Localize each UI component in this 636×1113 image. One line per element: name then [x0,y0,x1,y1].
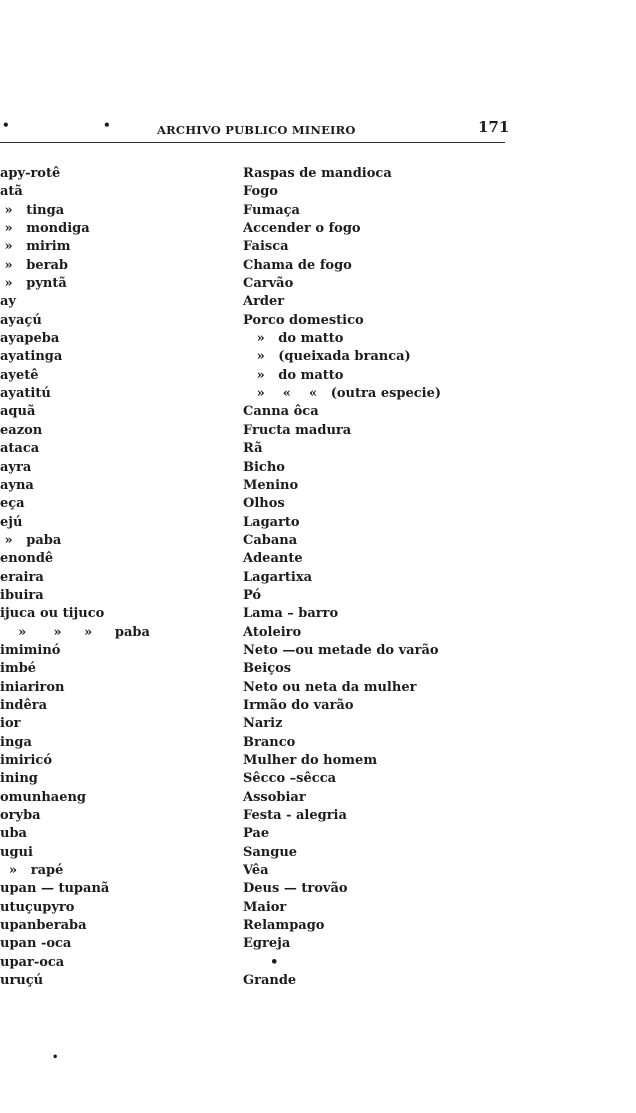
tupi-term: eazon [0,422,43,438]
portuguese-meaning: Assobiar [243,789,306,805]
tupi-term: aquã [0,404,36,420]
portuguese-meaning: Vêa [243,863,269,879]
tupi-term: imiricó [0,753,53,768]
tupi-term: » pyntã [0,276,67,292]
footer-mark: • [52,1052,59,1063]
tupi-term: ior [0,716,21,732]
portuguese-meaning: Nariz [243,716,283,732]
portuguese-meaning: Lama – barro [243,606,339,622]
portuguese-meaning: Lagarto [243,514,300,530]
portuguese-meaning: Chama de fogo [243,257,352,273]
header-left-mark: • [2,118,10,132]
tupi-term: » mirim [0,239,71,255]
tupi-term: » berab [0,257,68,273]
tupi-term: » rapé [0,863,64,879]
portuguese-meaning: Fogo [243,184,278,200]
tupi-term: oryba [0,808,41,824]
tupi-term: eraira [0,569,44,585]
portuguese-meaning: Mulher do homem [243,753,378,768]
portuguese-meaning: Porco domestico [243,312,364,328]
running-title: ARCHIVO PUBLICO MINEIRO [157,123,356,137]
tupi-term: imbé [0,661,37,677]
portuguese-meaning: Egreja [243,936,291,952]
tupi-term: ayaçú [0,312,42,328]
tupi-term: imiminó [0,642,61,658]
tupi-term: » » » paba [0,624,150,640]
tupi-term: ay [0,294,16,310]
tupi-term: » mondiga [0,221,90,237]
portuguese-meaning: » (queixada branca) [243,349,411,365]
portuguese-meaning: Pó [243,587,262,603]
portuguese-meaning: Fructa madura [243,422,352,438]
tupi-term: ining [0,771,38,787]
portuguese-meaning: » do matto [243,331,344,347]
portuguese-meaning: Neto —ou metade do varão [243,642,439,658]
portuguese-meaning: Atoleiro [243,624,302,640]
tupi-term: ayetê [0,367,39,383]
tupi-term: upan -oca [0,936,72,952]
portuguese-meaning: Beiços [243,661,292,677]
tupi-term: atã [0,184,23,200]
tupi-term: ayatitú [0,386,51,402]
portuguese-meaning: Neto ou neta da mulher [243,679,417,695]
tupi-term: ibuira [0,587,44,603]
portuguese-meaning: Accender o fogo [243,221,361,237]
tupi-term: ejú [0,514,23,530]
tupi-term: uruçú [0,973,44,989]
portuguese-meaning: Carvão [243,276,294,292]
portuguese-meaning: » « « (outra especie) [243,386,442,402]
portuguese-meaning: Grande [243,973,297,989]
portuguese-meaning: Adeante [243,551,303,567]
tupi-term: upan — tupanã [0,881,110,897]
tupi-term: upar-oca [0,954,65,970]
tupi-term: utuçupyro [0,899,75,915]
portuguese-meaning: • [243,954,279,970]
tupi-term: apy-rotê [0,166,61,181]
tupi-term: upanberaba [0,918,87,934]
portuguese-meaning: Olhos [243,496,285,512]
portuguese-meaning: » do matto [243,367,344,383]
portuguese-meaning: Branco [243,734,296,750]
tupi-term: ayra [0,459,32,475]
tupi-term: enondê [0,551,54,567]
portuguese-meaning: Canna ôca [243,404,319,420]
portuguese-meaning: Lagartixa [243,569,313,585]
tupi-term: uba [0,826,27,842]
portuguese-meaning: Festa - alegria [243,808,347,824]
tupi-term: ijuca ou tijuco [0,606,105,622]
tupi-term: eça [0,496,25,512]
portuguese-meaning: Menino [243,477,299,493]
tupi-terms-column [0,165,230,990]
tupi-term: inga [0,734,32,750]
tupi-term: ataca [0,441,40,457]
tupi-term: ugui [0,844,33,860]
portuguese-meaning: Sêcco –sêcca [243,771,337,787]
portuguese-meaning: Raspas de mandioca [243,166,392,181]
portuguese-meaning: Pae [243,826,270,842]
header-mid-mark: • [103,118,111,132]
portuguese-meaning: Fumaça [243,202,300,218]
portuguese-meaning: Cabana [243,532,298,548]
portuguese-meaning: Bicho [243,459,285,475]
portuguese-meaning: Relampago [243,918,325,934]
tupi-term: omunhaeng [0,789,87,805]
portuguese-meaning: Rã [243,441,263,457]
portuguese-meaning: Sangue [243,844,298,860]
page-header [0,118,510,143]
tupi-term: » tinga [0,202,65,218]
portuguese-meaning: Faisca [243,239,289,255]
tupi-term: ayna [0,477,34,493]
tupi-term: indêra [0,697,48,713]
portuguese-meaning: Irmão do varão [243,697,354,713]
portuguese-meaning: Maior [243,899,287,915]
portuguese-meanings-column [243,165,513,990]
portuguese-meaning: Arder [243,294,285,310]
tupi-term: ayatinga [0,349,63,365]
tupi-term: » paba [0,532,62,548]
page-number: 171 [478,118,510,136]
tupi-term: iniariron [0,679,65,695]
tupi-term: ayapeba [0,331,60,347]
portuguese-meaning: Deus — trovão [243,881,348,897]
